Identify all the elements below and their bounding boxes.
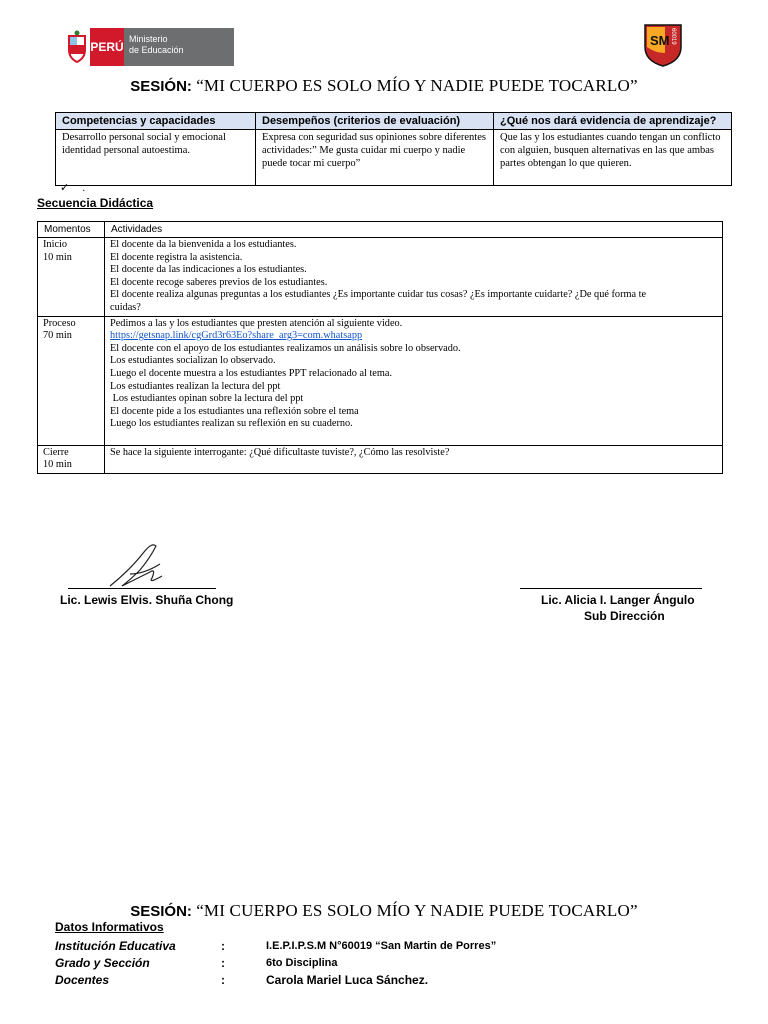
competencies-table	[55, 112, 732, 186]
activity-line: El docente da la bienvenida a los estudiantes.	[110, 239, 297, 250]
table-row	[38, 316, 723, 445]
activity-line: cuidas?	[110, 301, 141, 313]
datos-colon: :	[221, 938, 225, 953]
session-keyword: SESIÓN:	[130, 903, 192, 920]
svg-text:SM: SM	[650, 33, 670, 48]
activity-line: El docente da las indicaciones a los estudiantes.	[110, 264, 307, 276]
datos-colon: :	[221, 972, 225, 987]
activities-cell	[105, 316, 723, 445]
peru-label: PERÚ	[90, 28, 124, 66]
activity-line: El docente registra la asistencia.	[110, 251, 243, 263]
datos-value: 6to Disciplina	[266, 956, 338, 969]
signer-right-role: Sub Dirección	[584, 609, 665, 623]
datos-label: Institución Educativa	[55, 938, 176, 953]
sequence-title: Secuencia Didáctica	[37, 196, 154, 210]
activity-line: El docente realiza algunas preguntas a los estudiantes ¿Es importante cuidar tus cosas? ¿Es importante cuidarte? ¿De qué forma te	[110, 289, 647, 301]
school-crest-icon	[641, 23, 685, 67]
table-row	[56, 130, 732, 186]
moment-duration: 10 min	[43, 251, 72, 263]
checkmark-bullet	[60, 181, 85, 194]
moment-cell	[38, 238, 105, 317]
session-title-repeat	[0, 901, 768, 921]
moment-cell	[38, 316, 105, 445]
header-desempenos: Desempeños (criterios de evaluación)	[256, 113, 494, 130]
activities-cell	[105, 445, 723, 473]
moment-label: Proceso	[43, 317, 76, 329]
performance-cell: Expresa con seguridad sus opiniones sobre diferentes actividades:” Me gusta cuidar mi cuerpo y nadie puede tocar mi cuerpo”	[256, 130, 494, 186]
activity-line: Pedimos a las y los estudiantes que presten atención al siguiente video.	[110, 317, 403, 329]
ministry-line-1: Ministerio	[129, 34, 168, 44]
session-title	[0, 76, 768, 96]
session-title-text: “MI CUERPO ES SOLO MÍO Y NADIE PUEDE TOCARLO”	[196, 76, 638, 95]
header-momentos: Momentos	[38, 222, 105, 238]
table-row	[38, 238, 723, 317]
activity-line: Luego los estudiantes realizan su reflexión en su cuaderno.	[110, 418, 353, 430]
datos-label: Docentes	[55, 972, 110, 987]
datos-colon: :	[221, 955, 225, 970]
datos-value: Carola Mariel Luca Sánchez.	[266, 972, 429, 987]
moment-label: Inicio	[43, 239, 68, 250]
table-row	[55, 971, 496, 988]
signature-line-right	[520, 588, 702, 589]
activities-cell	[105, 238, 723, 317]
moment-duration: 70 min	[43, 330, 72, 342]
activity-line: Luego el docente muestra a los estudiantes PPT relacionado al tema.	[110, 367, 393, 379]
datos-table	[55, 937, 496, 988]
signer-left-name: Lic. Lewis Elvis. Shuña Chong	[60, 593, 234, 607]
ministry-label	[124, 28, 234, 66]
ministry-logo	[64, 28, 234, 66]
evidence-cell: Que las y los estudiantes cuando tengan un conflicto con alguien, busquen alternativas en las que ambas partes obtengan lo que quieren.	[494, 130, 732, 186]
activity-line: El docente pide a los estudiantes una reflexión sobre el tema	[110, 405, 359, 417]
header-competencias: Competencias y capacidades	[56, 113, 256, 130]
school-logo-number: 60019	[670, 28, 676, 45]
activities-table	[37, 221, 723, 474]
activity-line: Los estudiantes socializan lo observado.	[110, 355, 276, 367]
table-row	[38, 445, 723, 473]
activity-line: Los estudiantes opinan sobre la lectura del ppt	[110, 393, 304, 405]
table-row	[55, 937, 496, 954]
datos-heading: Datos Informativos	[55, 920, 164, 934]
datos-label: Grado y Sección	[55, 955, 150, 970]
moment-label: Cierre	[43, 446, 69, 458]
check-icon: ✓	[60, 182, 70, 194]
signature-line-left	[68, 588, 216, 589]
peru-coat-of-arms-icon	[64, 28, 90, 66]
moment-duration: 10 min	[43, 459, 72, 471]
activity-line: El docente recoge saberes previos de los estudiantes.	[110, 276, 328, 288]
session-keyword: SESIÓN:	[130, 78, 192, 95]
signer-right-name: Lic. Alicia I. Langer Ángulo	[541, 593, 695, 607]
table-row	[55, 954, 496, 971]
video-link[interactable]: https://getsnap.link/cgGrd3r63Eo?share_arg3=com.whatsapp	[110, 330, 363, 342]
header-evidencia: ¿Qué nos dará evidencia de aprendizaje?	[494, 113, 732, 130]
activity-line: El docente con el apoyo de los estudiantes realizamos un análisis sobre lo observado.	[110, 342, 461, 354]
activity-line: Los estudiantes realizan la lectura del ppt	[110, 380, 281, 392]
activity-line: Se hace la siguiente interrogante: ¿Qué dificultaste tuviste?, ¿Cómo las resolviste?	[110, 446, 450, 458]
datos-value: I.E.P.I.P.S.M N°60019 “San Martin de Porres”	[266, 939, 497, 952]
moment-cell	[38, 445, 105, 473]
session-title-text: “MI CUERPO ES SOLO MÍO Y NADIE PUEDE TOCARLO”	[196, 901, 638, 920]
ministry-line-2: de Educación	[129, 45, 184, 55]
checkmark-dot: .	[82, 182, 86, 194]
competency-cell: Desarrollo personal social y emocional identidad personal autoestima.	[56, 130, 256, 186]
header-actividades: Actividades	[105, 222, 723, 238]
